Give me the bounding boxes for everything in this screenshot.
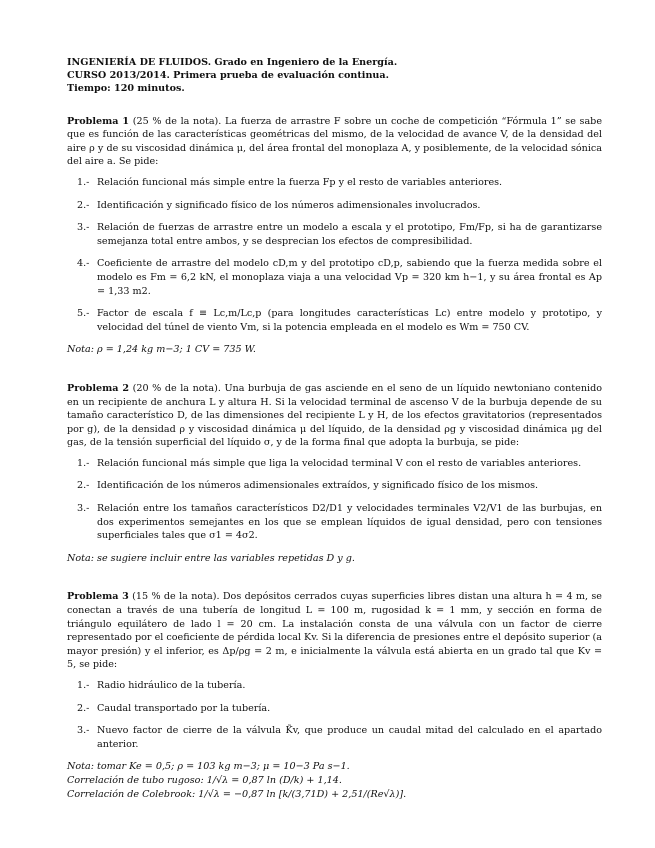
problem-3 [67,590,602,801]
list-item [67,457,602,471]
list-item [67,679,602,693]
problem-1-items [67,176,602,334]
problem-3-intro [67,590,602,672]
problem-1-note: Nota: ρ = 1,24 kg m−3; 1 CV = 735 W. [67,344,256,356]
rough-pipe-correlation: Correlación de tubo rugoso: 1/√λ = 0,87 ln (D/k) + 1,14. [67,774,342,786]
list-item [67,307,602,334]
item-number: 2.- [77,199,90,211]
header-line-1: INGENIERÍA DE FLUIDOS. Grado en Ingeniero de la Energía. [67,57,398,68]
problem-1-intro [67,115,602,169]
problem-2-note: Nota: se sugiere incluir entre las variables repetidas D y g. [67,552,355,564]
item-number: 1.- [77,457,90,469]
list-item [67,479,602,493]
item-text: Factor de escala f ≡ Lc,m/Lc,p (para longitudes características Lc) entre modelo y prototipo, y velocidad del túnel de viento Vm, si la potencia empleada en el modelo es Wm = 750 CV. [97,308,602,333]
item-text: Relación entre los tamaños característicos D2/D1 y velocidades terminales V2/V1 de las burbujas, en dos experimentos semejantes en los que se emplean líquidos de igual densidad, pero con tensiones superficiales tales que σ1 = 4σ2. [97,503,602,542]
problem-1 [67,115,602,357]
item-number: 3.- [77,222,90,234]
list-item [67,176,602,190]
problem-2-title: Problema 2 [67,382,130,394]
list-item [67,199,602,213]
item-number: 2.- [77,702,90,714]
exam-header [67,56,602,96]
item-number: 2.- [77,480,90,492]
header-line-3: Tiempo: 120 minutos. [67,83,185,95]
list-item [67,257,602,298]
section-gap [67,565,602,590]
list-item [67,502,602,543]
item-number: 5.- [77,308,90,320]
list-item [67,702,602,716]
problem-3-statement: (15 % de la nota). Dos depósitos cerrados cuyas superficies libres distan una altura h = 4 m, se conectan a través de una tubería de longitud L = 100 m, rugosidad k = 1 mm, y sección en forma de triángulo equilátero de lado l = 20 cm. La instalación consta de una válvula con un factor de cierre representado por el coeficiente de pérdida local Kv. Si la diferencia de presiones entre el depósito superior (a mayor presión) y el inferior, es Δp/ρg = 2 m, e inicialmente la válvula está abierta en un grado tal que Kv = 5, se pide: [67,591,602,671]
colebrook-correlation: Correlación de Colebrook: 1/√λ = −0,87 ln [k/(3,71D) + 2,51/(Re√λ)]. [67,788,407,800]
item-number: 3.- [77,503,90,515]
item-text: Relación funcional más simple entre la fuerza Fp y el resto de variables anteriores. [97,176,503,188]
list-item [67,221,602,248]
item-text: Coeficiente de arrastre del modelo cD,m y del prototipo cD,p, sabiendo que la fuerza medida sobre el modelo es Fm = 6,2 kN, el monoplaza viaja a una velocidad Vp = 320 km h−1, y su área frontal es Ap = 1,33 m2. [97,258,602,297]
item-text: Relación de fuerzas de arrastre entre un modelo a escala y el prototipo, Fm/Fp, si ha de garantizarse semejanza total entre ambos, y se desprecian los efectos de compresibilidad. [97,222,602,247]
list-item [67,724,602,751]
problem-3-items [67,679,602,751]
problem-2-intro [67,382,602,450]
item-number: 4.- [77,258,90,270]
problem-2-statement: (20 % de la nota). Una burbuja de gas asciende en el seno de un líquido newtoniano contenido en un recipiente de anchura L y altura H. Si la velocidad terminal de ascenso V de la burbuja depende de su tamaño característico D, de las dimensiones del recipiente L y H, de los efectos gravitatorios (representados por g), de la densidad ρ y viscosidad dinámica μ del líquido, de la densidad ρg y viscosidad dinámica μg del gas, de la tensión superficial del líquido σ, y de la forma final que adopta la burbuja, se pide: [67,382,602,449]
header-line-2: CURSO 2013/2014. Primera prueba de evaluación continua. [67,70,389,82]
problem-3-note: Nota: tomar Ke = 0,5; ρ = 103 kg m−3; μ = 10−3 Pa s−1. [67,761,350,773]
item-text: Identificación de los números adimensionales extraídos, y significado físico de los mismos. [97,480,539,492]
document-page [67,56,602,801]
problem-1-title: Problema 1 [67,115,130,127]
problem-3-title: Problema 3 [67,591,129,603]
problem-1-statement: (25 % de la nota). La fuerza de arrastre F sobre un coche de competición “Fórmula 1” se sabe que es función de las características geométricas del mismo, de la velocidad de avance V, de la densidad del aire ρ y de su viscosidad dinámica μ, del área frontal del monoplaza A, y posiblemente, de la velocidad sónica del aire a. Se pide: [67,115,602,168]
item-number: 1.- [77,176,90,188]
item-text: Caudal transportado por la tubería. [97,702,271,714]
problem-2 [67,382,602,566]
item-number: 3.- [77,725,90,737]
item-text: Relación funcional más simple que liga la velocidad terminal V con el resto de variables anteriores. [97,457,582,469]
section-gap [67,357,602,382]
problem-2-items [67,457,602,543]
item-text: Radio hidráulico de la tubería. [97,680,246,692]
item-text: Nuevo factor de cierre de la válvula K̃v, que produce un caudal mitad del calculado en el apartado anterior. [97,725,602,750]
item-number: 1.- [77,680,90,692]
item-text: Identificación y significado físico de los números adimensionales involucrados. [97,199,481,211]
